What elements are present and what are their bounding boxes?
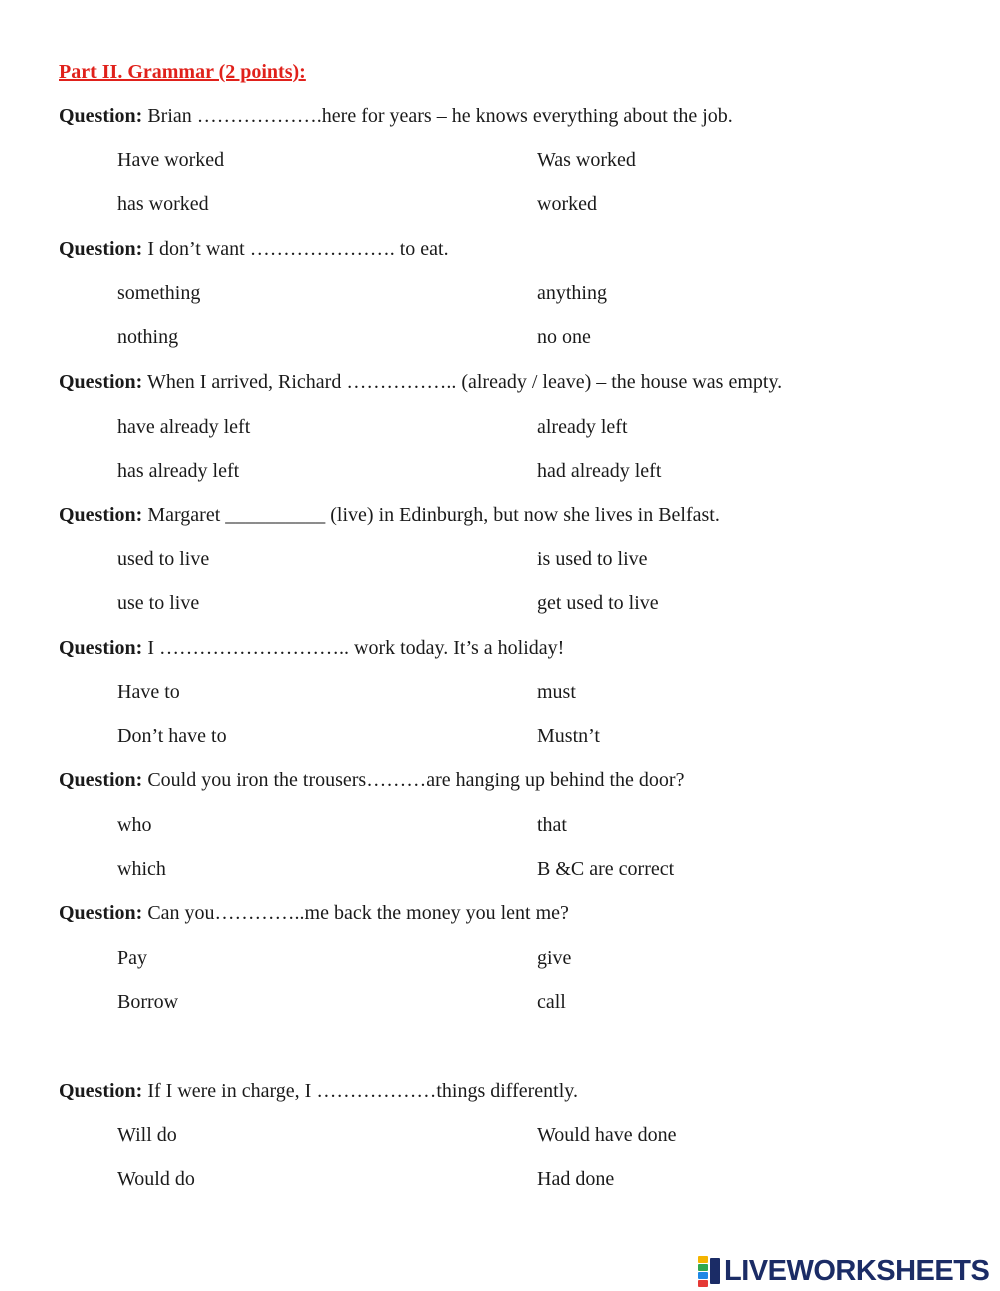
q8-option-b[interactable]: Would have done bbox=[537, 1124, 677, 1146]
q8-option-c[interactable]: Would do bbox=[117, 1168, 195, 1190]
q8-option-a[interactable]: Will do bbox=[117, 1124, 177, 1146]
question-text: I ……………………….. work today. It’s a holiday! bbox=[142, 637, 565, 659]
question-label: Question: bbox=[59, 1080, 143, 1102]
liveworksheets-logo-icon bbox=[698, 1256, 722, 1286]
question-3 bbox=[59, 370, 782, 394]
q5-option-b[interactable]: must bbox=[537, 681, 576, 703]
q3-option-a[interactable]: have already left bbox=[117, 416, 251, 438]
question-label: Question: bbox=[59, 504, 143, 526]
liveworksheets-logo[interactable] bbox=[698, 1253, 989, 1289]
liveworksheets-logo-text: LIVEWORKSHEETS bbox=[724, 1255, 990, 1287]
q5-option-a[interactable]: Have to bbox=[117, 681, 180, 703]
q5-option-d[interactable]: Mustn’t bbox=[537, 725, 600, 747]
question-label: Question: bbox=[59, 371, 143, 393]
q6-option-a[interactable]: who bbox=[117, 814, 152, 836]
question-label: Question: bbox=[59, 105, 143, 127]
question-label: Question: bbox=[59, 637, 143, 659]
q2-option-a[interactable]: something bbox=[117, 282, 201, 304]
worksheet-title: Part II. Grammar (2 points): bbox=[59, 61, 306, 83]
question-text: I don’t want …………………. to eat. bbox=[142, 238, 449, 260]
question-2 bbox=[59, 237, 449, 261]
q4-option-a[interactable]: used to live bbox=[117, 548, 210, 570]
q1-option-d[interactable]: worked bbox=[537, 193, 597, 215]
question-text: Brian ……………….here for years – he knows everything about the job. bbox=[142, 105, 733, 127]
q7-option-c[interactable]: Borrow bbox=[117, 991, 179, 1013]
q1-option-a[interactable]: Have worked bbox=[117, 149, 225, 171]
question-7 bbox=[59, 901, 569, 925]
question-text: When I arrived, Richard …………….. (already / leave) – the house was empty. bbox=[142, 371, 783, 393]
question-text: If I were in charge, I ………………things differently. bbox=[142, 1080, 578, 1102]
question-1 bbox=[59, 104, 733, 128]
question-label: Question: bbox=[59, 238, 143, 260]
question-text: Can you…………..me back the money you lent me? bbox=[142, 902, 569, 924]
q4-option-d[interactable]: get used to live bbox=[537, 592, 659, 614]
q3-option-c[interactable]: has already left bbox=[117, 460, 240, 482]
question-8 bbox=[59, 1079, 578, 1103]
question-4 bbox=[59, 503, 720, 527]
question-text: Margaret __________ (live) in Edinburgh, but now she lives in Belfast. bbox=[142, 504, 720, 526]
q6-option-d[interactable]: B &C are correct bbox=[537, 858, 675, 880]
question-label: Question: bbox=[59, 769, 143, 791]
question-6 bbox=[59, 768, 684, 792]
question-5 bbox=[59, 636, 564, 660]
q4-option-b[interactable]: is used to live bbox=[537, 548, 648, 570]
q2-option-d[interactable]: no one bbox=[537, 326, 591, 348]
question-label: Question: bbox=[59, 902, 143, 924]
q7-option-a[interactable]: Pay bbox=[117, 947, 147, 969]
q3-option-d[interactable]: had already left bbox=[537, 460, 662, 482]
q4-option-c[interactable]: use to live bbox=[117, 592, 200, 614]
q6-option-b[interactable]: that bbox=[537, 814, 567, 836]
q7-option-d[interactable]: call bbox=[537, 991, 566, 1013]
q2-option-b[interactable]: anything bbox=[537, 282, 607, 304]
q1-option-b[interactable]: Was worked bbox=[537, 149, 636, 171]
q1-option-c[interactable]: has worked bbox=[117, 193, 209, 215]
q8-option-d[interactable]: Had done bbox=[537, 1168, 615, 1190]
q5-option-c[interactable]: Don’t have to bbox=[117, 725, 227, 747]
q3-option-b[interactable]: already left bbox=[537, 416, 628, 438]
question-text: Could you iron the trousers………are hanging up behind the door? bbox=[142, 769, 685, 791]
q7-option-b[interactable]: give bbox=[537, 947, 572, 969]
q6-option-c[interactable]: which bbox=[117, 858, 166, 880]
q2-option-c[interactable]: nothing bbox=[117, 326, 179, 348]
